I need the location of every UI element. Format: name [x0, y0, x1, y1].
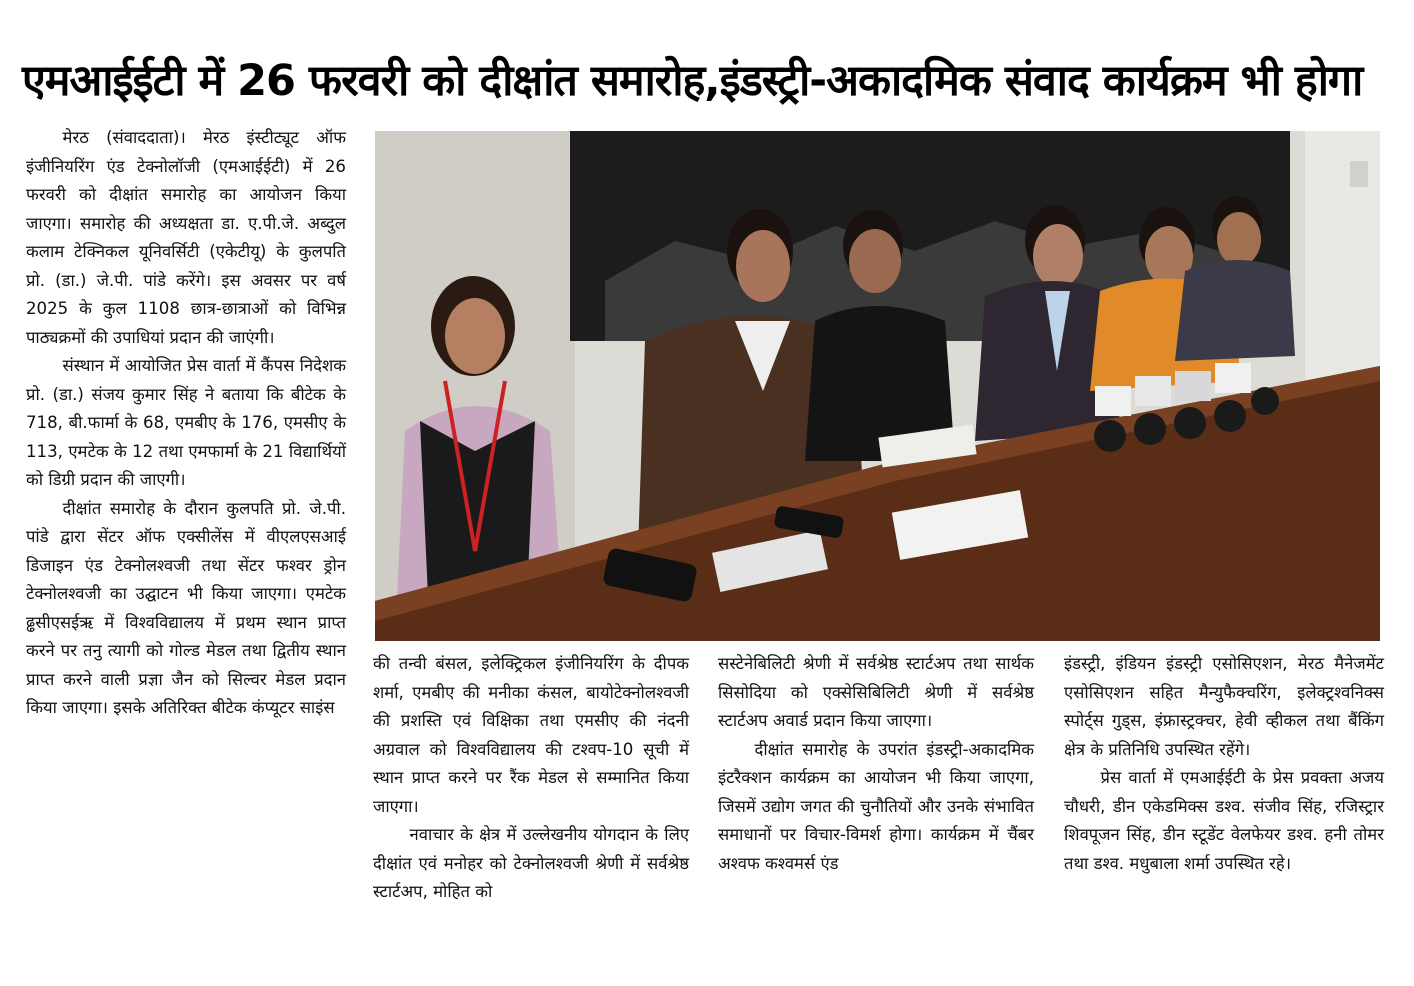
paragraph: इंडस्ट्री, इंडियन इंडस्ट्री एसोसिएशन, मेरठ मैनेजमेंट एसोसिएशन सहित मैन्युफैक्चरिंग, इलेक्ट्रश्वनिक्स स्पोर्ट्स गुड्स, इंफ्रास्ट्रक्चर, हेवी व्हीकल तथा बैंकिंग क्षेत्र के प्रतिनिधि उपस्थित रहेंगे।: [1064, 654, 1384, 759]
article-column-3: [718, 650, 1034, 878]
paragraph: संस्थान में आयोजित प्रेस वार्ता में कैंपस निदेशक प्रो. (डा.) संजय कुमार सिंह ने बताया कि बीटेक के 718, बी.फार्मा के 68, एमबीए के 176, एमसीए के 113, एमटेक के 12 तथा एमफार्मा के 21 विद्यार्थियों को डिग्री प्रदान की जाएगी।: [26, 356, 346, 489]
paragraph: मेरठ (संवाददाता)। मेरठ इंस्टीट्यूट ऑफ इंजीनियरिंग एंड टेक्नोलॉजी (एमआईईटी) में 26 फरवरी को दीक्षांत समारोह का आयोजन किया जाएगा। समारोह की अध्यक्षता डा. ए.पी.जे. अब्दुल कलाम टेक्निकल यूनिवर्सिटी (एकेटीयू) के कुलपति प्रो. (डा.) जे.पी. पांडे करेंगे। इस अवसर पर वर्ष 2025 के कुल 1108 छात्र-छात्राओं को विभिन्न पाठ्यक्रमों की उपाधियां प्रदान की जाएंगी।: [26, 128, 346, 347]
paragraph: प्रेस वार्ता में एमआईईटी के प्रेस प्रवक्ता अजय चौधरी, डीन एकेडमिक्स डश्व. संजीव सिंह, रजिस्ट्रार शिवपूजन सिंह, डीन स्टूडेंट वेलफेयर डश्व. हनी तोमर तथा डश्व. मधुबाला शर्मा उपस्थित रहे।: [1064, 768, 1384, 873]
paragraph: दीक्षांत समारोह के दौरान कुलपति प्रो. जे.पी. पांडे द्वारा सेंटर ऑफ एक्सीलेंस में वीएलएसआई डिजाइन एंड टेक्नोलश्वजी तथा सेंटर फश्वर ड्रोन टेक्नोलश्वजी का उद्घाटन भी किया जाएगा। एमटेक ढ्ढसीएसईऋ में विश्वविद्यालय में प्रथम स्थान प्राप्त करने पर तनु त्यागी को गोल्ड मेडल तथा द्वितीय स्थान प्राप्त करने वाली प्रज्ञा जैन को सिल्वर मेडल प्रदान किया जाएगा। इसके अतिरिक्त बीटेक कंप्यूटर साइंस: [26, 498, 346, 717]
paragraph: दीक्षांत समारोह के उपरांत इंडस्ट्री-अकादमिक इंटरैक्शन कार्यक्रम का आयोजन भी किया जाएगा, जिसमें उद्योग जगत की चुनौतियों और उनके संभावित समाधानों पर विचार-विमर्श होगा। कार्यक्रम में चैंबर अश्वफ कश्वमर्स एंड: [718, 739, 1034, 873]
headline: एमआईईटी में 26 फरवरी को दीक्षांत समारोह,इंडस्ट्री-अकादमिक संवाद कार्यक्रम भी होगा: [22, 56, 1363, 106]
article-column-2: [373, 650, 689, 907]
paragraph: की तन्वी बंसल, इलेक्ट्रिकल इंजीनियरिंग के दीपक शर्मा, एमबीए की मनीका कंसल, बायोटेक्नोलश्वजी की प्रशस्ति एवं विक्षिका तथा एमसीए की नंदनी अग्रवाल को विश्वविद्यालय की टश्वप-10 सूची में स्थान प्राप्त करने पर रैंक मेडल से सम्मानित किया जाएगा।: [373, 654, 689, 816]
press-conference-photo: [375, 131, 1380, 641]
paragraph: नवाचार के क्षेत्र में उल्लेखनीय योगदान के लिए दीक्षांत एवं मनोहर को टेक्नोलश्वजी श्रेणी में सर्वश्रेष्ठ स्टार्टअप, मोहित को: [373, 825, 689, 901]
article-column-4: [1064, 650, 1384, 878]
article-column-1: [26, 124, 346, 723]
paragraph: सस्टेनेबिलिटी श्रेणी में सर्वश्रेष्ठ स्टार्टअप तथा सार्थक सिसोदिया को एक्सेसिबिलिटी श्रेणी में सर्वश्रेष्ठ स्टार्टअप अवार्ड प्रदान किया जाएगा।: [718, 654, 1034, 730]
